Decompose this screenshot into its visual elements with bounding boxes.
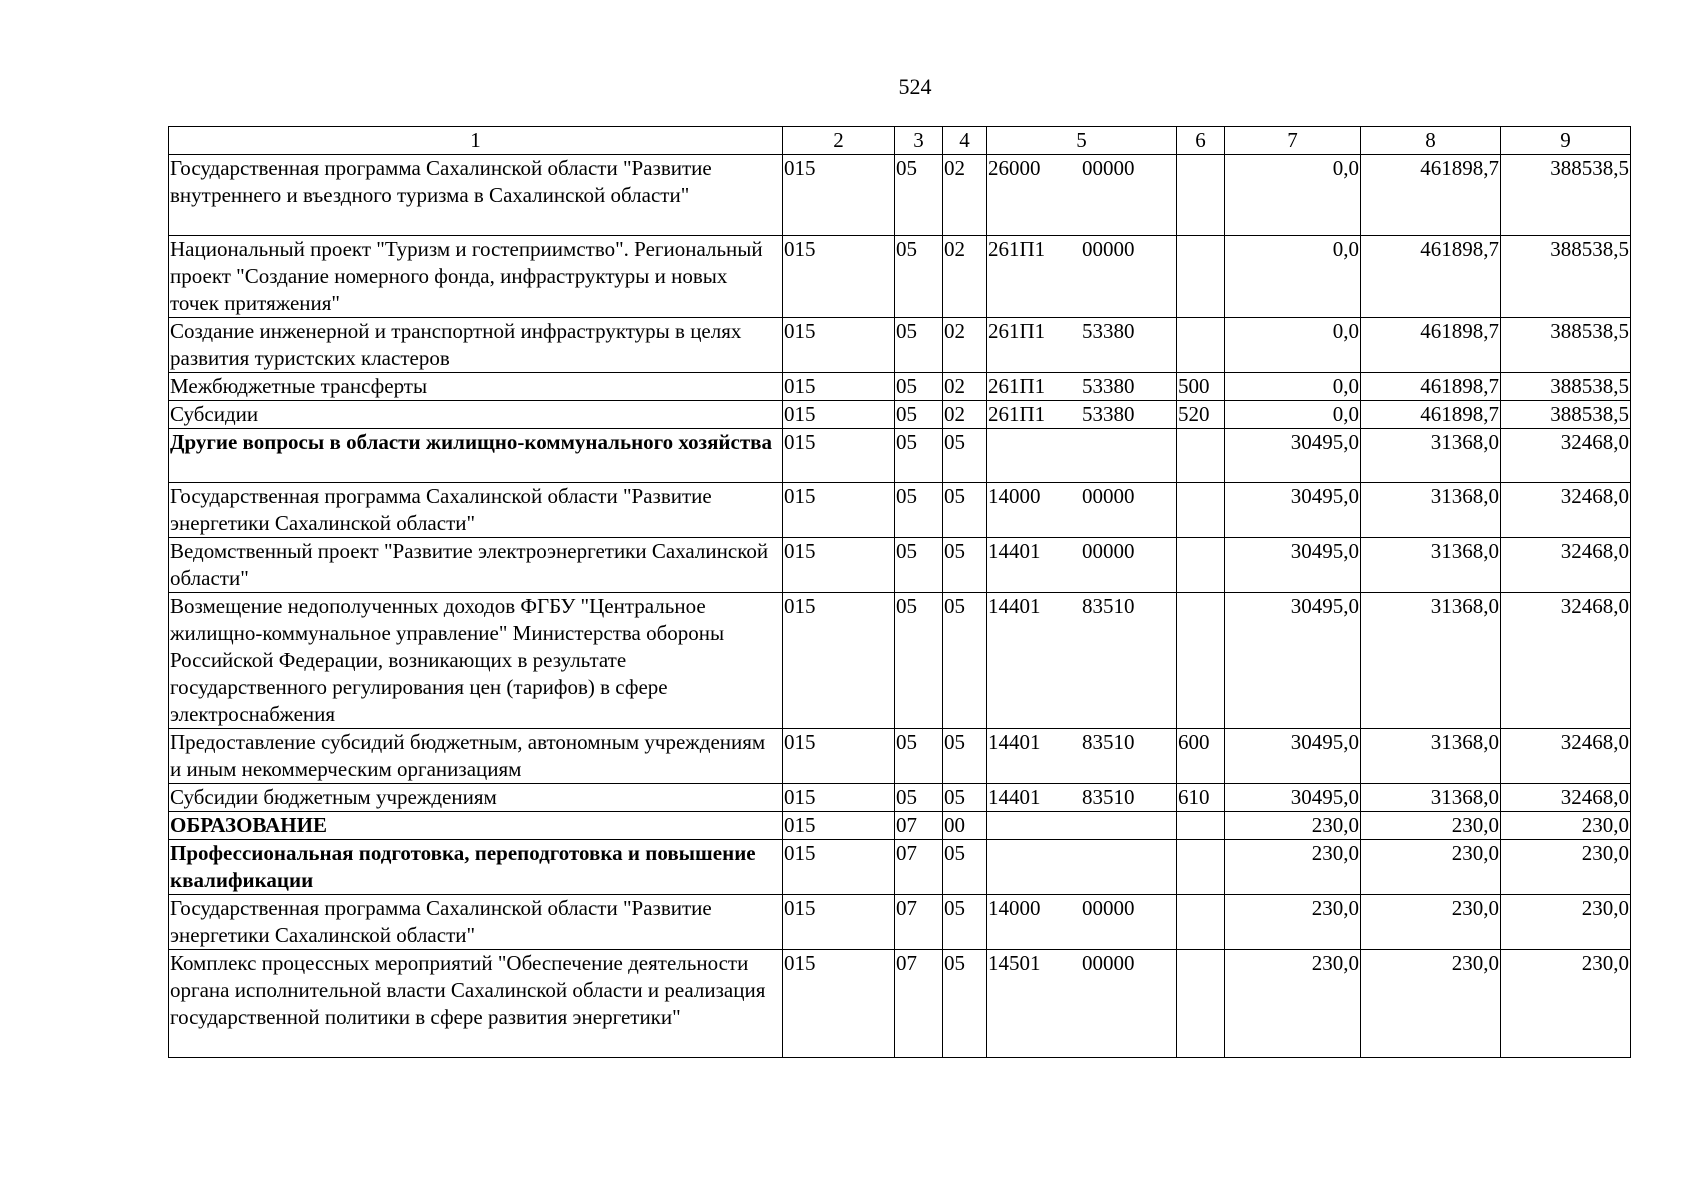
col-amount-8: 230,0	[1361, 840, 1501, 895]
col-amount-8: 461898,7	[1361, 155, 1501, 236]
col-target-article	[987, 236, 1177, 318]
col-expense-type	[1177, 812, 1225, 840]
col-subsection: 05	[943, 840, 987, 895]
row-name: Другие вопросы в области жилищно-коммунального хозяйства	[169, 429, 783, 483]
col-section: 05	[895, 538, 943, 593]
col-amount-9: 32468,0	[1501, 593, 1631, 729]
col-amount-9: 388538,5	[1501, 373, 1631, 401]
target-article-code	[988, 401, 1175, 428]
col-amount-7: 0,0	[1225, 373, 1361, 401]
col-section: 05	[895, 729, 943, 784]
target-article-code	[988, 236, 1175, 263]
col-expense-type: 610	[1177, 784, 1225, 812]
direction-code: 00000	[1082, 484, 1135, 508]
col-amount-8: 230,0	[1361, 950, 1501, 1058]
col-section: 05	[895, 373, 943, 401]
col-expense-type	[1177, 429, 1225, 483]
table-row	[169, 155, 1631, 236]
col-amount-9: 230,0	[1501, 840, 1631, 895]
budget-table	[168, 126, 1631, 1058]
col-target-article	[987, 729, 1177, 784]
direction-code: 53380	[1082, 402, 1135, 426]
program-code: 26000	[988, 156, 1041, 180]
col-target-article	[987, 483, 1177, 538]
table-row	[169, 373, 1631, 401]
row-name: Субсидии	[169, 401, 783, 429]
col-ministry: 015	[783, 538, 895, 593]
target-article-code	[988, 729, 1175, 756]
direction-code: 00000	[1082, 896, 1135, 920]
col-subsection: 02	[943, 236, 987, 318]
col-target-article	[987, 401, 1177, 429]
col-amount-7: 30495,0	[1225, 483, 1361, 538]
col-amount-8: 31368,0	[1361, 483, 1501, 538]
col-amount-9: 230,0	[1501, 950, 1631, 1058]
target-article-code	[988, 593, 1175, 620]
col-ministry: 015	[783, 236, 895, 318]
col-amount-9: 32468,0	[1501, 784, 1631, 812]
col-amount-8: 31368,0	[1361, 784, 1501, 812]
table-row	[169, 950, 1631, 1058]
col-ministry: 015	[783, 840, 895, 895]
row-name: Государственная программа Сахалинской области "Развитие внутреннего и въездного туризма в Сахалинской области"	[169, 155, 783, 236]
table-row	[169, 593, 1631, 729]
row-name: Предоставление субсидий бюджетным, автономным учреждениям и иным некоммерческим организациям	[169, 729, 783, 784]
col-section: 07	[895, 950, 943, 1058]
col-amount-9: 388538,5	[1501, 318, 1631, 373]
col-amount-8: 230,0	[1361, 895, 1501, 950]
col-amount-7: 0,0	[1225, 401, 1361, 429]
col-ministry: 015	[783, 373, 895, 401]
col-amount-7: 30495,0	[1225, 729, 1361, 784]
row-name: Субсидии бюджетным учреждениям	[169, 784, 783, 812]
col-expense-type	[1177, 950, 1225, 1058]
col-section: 05	[895, 784, 943, 812]
table-row	[169, 429, 1631, 483]
col-amount-7: 30495,0	[1225, 538, 1361, 593]
col-expense-type	[1177, 318, 1225, 373]
col-subsection: 05	[943, 483, 987, 538]
target-article-code	[988, 950, 1175, 977]
col-amount-8: 461898,7	[1361, 318, 1501, 373]
col-subsection: 00	[943, 812, 987, 840]
target-article-code	[988, 538, 1175, 565]
program-code: 261П1	[988, 319, 1046, 343]
col-ministry: 015	[783, 155, 895, 236]
table-row	[169, 236, 1631, 318]
col-amount-9: 230,0	[1501, 895, 1631, 950]
col-target-article	[987, 812, 1177, 840]
col-amount-7: 230,0	[1225, 840, 1361, 895]
table-body	[169, 155, 1631, 1058]
program-code: 14501	[988, 951, 1041, 975]
program-code: 14401	[988, 785, 1041, 809]
row-name: Ведомственный проект "Развитие электроэнергетики Сахалинской области"	[169, 538, 783, 593]
col-target-article	[987, 429, 1177, 483]
col-amount-8: 230,0	[1361, 812, 1501, 840]
col-amount-8: 31368,0	[1361, 729, 1501, 784]
row-name: Возмещение недополученных доходов ФГБУ "Центральное жилищно-коммунальное управление" Министерства обороны Российской Федерации, возникающих в результате государственного регулирования цен (тарифов) в сфере электроснабжения	[169, 593, 783, 729]
program-code: 14000	[988, 484, 1041, 508]
col-amount-9: 388538,5	[1501, 236, 1631, 318]
col-expense-type	[1177, 155, 1225, 236]
program-code: 14401	[988, 539, 1041, 563]
col-target-article	[987, 318, 1177, 373]
col-amount-7: 30495,0	[1225, 429, 1361, 483]
col-target-article	[987, 538, 1177, 593]
col-section: 05	[895, 593, 943, 729]
col-section: 05	[895, 318, 943, 373]
col-subsection: 05	[943, 784, 987, 812]
col-ministry: 015	[783, 950, 895, 1058]
col-subsection: 05	[943, 950, 987, 1058]
program-code: 261П1	[988, 237, 1046, 261]
col-amount-8: 461898,7	[1361, 236, 1501, 318]
col-ministry: 015	[783, 812, 895, 840]
col-amount-7: 230,0	[1225, 895, 1361, 950]
col-amount-8: 31368,0	[1361, 429, 1501, 483]
table-row	[169, 784, 1631, 812]
row-name: Комплекс процессных мероприятий "Обеспечение деятельности органа исполнительной власти Сахалинской области и реализация государственной политики в сфере развития энергетики"	[169, 950, 783, 1058]
row-name: ОБРАЗОВАНИЕ	[169, 812, 783, 840]
col-ministry: 015	[783, 895, 895, 950]
col-subsection: 05	[943, 538, 987, 593]
target-article-code	[988, 318, 1175, 345]
col-ministry: 015	[783, 401, 895, 429]
table-row	[169, 483, 1631, 538]
direction-code: 00000	[1082, 951, 1135, 975]
direction-code: 83510	[1082, 785, 1135, 809]
header-col-1: 1	[169, 127, 783, 155]
col-section: 05	[895, 401, 943, 429]
program-code: 14401	[988, 730, 1041, 754]
table-row	[169, 895, 1631, 950]
header-col-8: 8	[1361, 127, 1501, 155]
row-name: Создание инженерной и транспортной инфраструктуры в целях развития туристских кластеров	[169, 318, 783, 373]
table-row	[169, 318, 1631, 373]
col-subsection: 05	[943, 429, 987, 483]
col-amount-8: 461898,7	[1361, 373, 1501, 401]
col-target-article	[987, 950, 1177, 1058]
col-ministry: 015	[783, 593, 895, 729]
col-ministry: 015	[783, 483, 895, 538]
row-name: Государственная программа Сахалинской области "Развитие энергетики Сахалинской области"	[169, 895, 783, 950]
row-name: Межбюджетные трансферты	[169, 373, 783, 401]
col-section: 05	[895, 483, 943, 538]
col-subsection: 02	[943, 401, 987, 429]
page-number: 524	[898, 74, 932, 99]
program-code: 261П1	[988, 374, 1046, 398]
col-ministry: 015	[783, 729, 895, 784]
row-name: Национальный проект "Туризм и гостеприимство". Региональный проект "Создание номерного фонда, инфраструктуры и новых точек притяжения"	[169, 236, 783, 318]
header-col-2: 2	[783, 127, 895, 155]
header-col-9: 9	[1501, 127, 1631, 155]
col-subsection: 05	[943, 895, 987, 950]
col-section: 05	[895, 429, 943, 483]
program-code: 14401	[988, 594, 1041, 618]
col-ministry: 015	[783, 429, 895, 483]
col-section: 07	[895, 812, 943, 840]
col-expense-type	[1177, 895, 1225, 950]
target-article-code	[988, 895, 1175, 922]
col-amount-9: 388538,5	[1501, 401, 1631, 429]
col-ministry: 015	[783, 318, 895, 373]
col-subsection: 05	[943, 729, 987, 784]
col-subsection: 02	[943, 318, 987, 373]
col-amount-8: 31368,0	[1361, 593, 1501, 729]
col-expense-type	[1177, 483, 1225, 538]
col-amount-8: 31368,0	[1361, 538, 1501, 593]
direction-code: 53380	[1082, 319, 1135, 343]
col-expense-type	[1177, 840, 1225, 895]
col-expense-type: 500	[1177, 373, 1225, 401]
table-row	[169, 840, 1631, 895]
target-article-code	[988, 483, 1175, 510]
target-article-code	[988, 373, 1175, 400]
header-col-6: 6	[1177, 127, 1225, 155]
col-subsection: 02	[943, 155, 987, 236]
target-article-code	[988, 784, 1175, 811]
header-col-3: 3	[895, 127, 943, 155]
direction-code: 00000	[1082, 237, 1135, 261]
col-amount-7: 0,0	[1225, 155, 1361, 236]
col-amount-9: 388538,5	[1501, 155, 1631, 236]
col-expense-type: 600	[1177, 729, 1225, 784]
direction-code: 53380	[1082, 374, 1135, 398]
target-article-code	[988, 155, 1175, 182]
col-amount-9: 32468,0	[1501, 538, 1631, 593]
program-code: 261П1	[988, 402, 1046, 426]
header-col-5: 5	[987, 127, 1177, 155]
table-row	[169, 812, 1631, 840]
col-amount-9: 230,0	[1501, 812, 1631, 840]
col-section: 05	[895, 236, 943, 318]
direction-code: 83510	[1082, 730, 1135, 754]
col-target-article	[987, 155, 1177, 236]
row-name: Профессиональная подготовка, переподготовка и повышение квалификации	[169, 840, 783, 895]
col-section: 05	[895, 155, 943, 236]
col-amount-7: 230,0	[1225, 812, 1361, 840]
table-row	[169, 729, 1631, 784]
header-col-4: 4	[943, 127, 987, 155]
col-amount-9: 32468,0	[1501, 429, 1631, 483]
col-section: 07	[895, 895, 943, 950]
table-row	[169, 401, 1631, 429]
col-subsection: 02	[943, 373, 987, 401]
col-amount-7: 30495,0	[1225, 784, 1361, 812]
direction-code: 00000	[1082, 539, 1135, 563]
col-amount-7: 30495,0	[1225, 593, 1361, 729]
col-expense-type: 520	[1177, 401, 1225, 429]
col-section: 07	[895, 840, 943, 895]
direction-code: 83510	[1082, 594, 1135, 618]
col-amount-7: 230,0	[1225, 950, 1361, 1058]
col-amount-7: 0,0	[1225, 236, 1361, 318]
program-code: 14000	[988, 896, 1041, 920]
direction-code: 00000	[1082, 156, 1135, 180]
table-row	[169, 538, 1631, 593]
col-expense-type	[1177, 236, 1225, 318]
col-target-article	[987, 373, 1177, 401]
col-target-article	[987, 593, 1177, 729]
col-subsection: 05	[943, 593, 987, 729]
col-expense-type	[1177, 593, 1225, 729]
header-row	[169, 127, 1631, 155]
col-expense-type	[1177, 538, 1225, 593]
row-name: Государственная программа Сахалинской области "Развитие энергетики Сахалинской области"	[169, 483, 783, 538]
col-target-article	[987, 840, 1177, 895]
col-amount-7: 0,0	[1225, 318, 1361, 373]
header-col-7: 7	[1225, 127, 1361, 155]
col-target-article	[987, 784, 1177, 812]
col-amount-9: 32468,0	[1501, 483, 1631, 538]
col-amount-8: 461898,7	[1361, 401, 1501, 429]
col-amount-9: 32468,0	[1501, 729, 1631, 784]
col-ministry: 015	[783, 784, 895, 812]
col-target-article	[987, 895, 1177, 950]
